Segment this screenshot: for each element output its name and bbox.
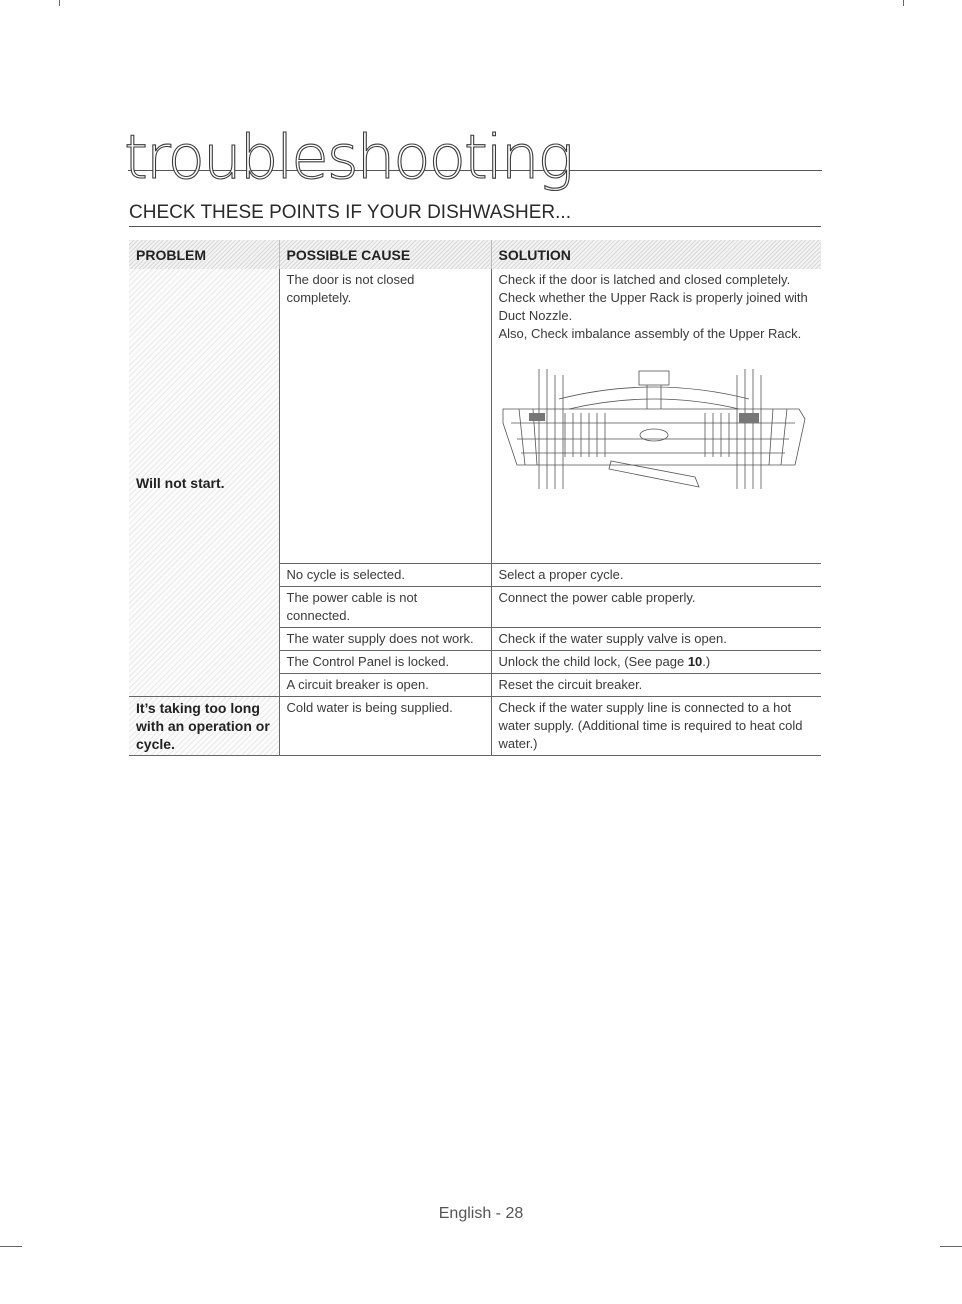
cause-cell: The Control Panel is locked. [279, 651, 491, 674]
table-row [129, 269, 821, 564]
cause-cell: No cycle is selected. [279, 564, 491, 587]
cause-cell: The door is not closed completely. [279, 269, 491, 564]
crop-mark-top-right [903, 0, 904, 6]
cause-cell: The power cable is not connected. [279, 587, 491, 628]
upper-rack-illustration [499, 369, 809, 493]
solution-cell: Check if the water supply line is connected to a hot water supply. (Additional time is required to heat cold water.) [491, 697, 821, 756]
section-title-text: troubleshooting [124, 122, 573, 193]
solution-cell [491, 269, 821, 564]
page-reference: 10 [687, 654, 703, 669]
subheading: CHECK THESE POINTS IF YOUR DISHWASHER... [129, 202, 821, 227]
table-header-row [129, 240, 821, 269]
solution-text-suffix: .) [702, 654, 711, 669]
crop-mark-bottom-right [940, 1246, 962, 1247]
crop-mark-bottom-left [0, 1246, 22, 1247]
solution-cell: Check if the water supply valve is open. [491, 628, 821, 651]
page-footer: English - 28 [438, 1205, 524, 1222]
troubleshooting-table [129, 240, 821, 756]
cause-cell: A circuit breaker is open. [279, 674, 491, 697]
cause-cell: Cold water is being supplied. [279, 697, 491, 756]
solution-cell: Select a proper cycle. [491, 564, 821, 587]
cause-cell: The water supply does not work. [279, 628, 491, 651]
header-solution: SOLUTION [491, 240, 821, 269]
header-possible-cause: POSSIBLE CAUSE [279, 240, 491, 269]
problem-will-not-start: Will not start. [129, 269, 279, 697]
header-problem: PROBLEM [129, 240, 279, 269]
solution-text-extra: Also, Check imbalance assembly of the Upper Rack. [498, 326, 802, 341]
solution-text: Unlock the child lock, (See page [498, 654, 688, 669]
solution-cell: Connect the power cable properly. [491, 587, 821, 628]
problem-taking-too-long: It’s taking too long with an operation or cycle. [129, 697, 279, 756]
section-title [124, 108, 822, 193]
table-row [129, 697, 821, 756]
solution-cell: Reset the circuit breaker. [491, 674, 821, 697]
crop-mark-top-left [59, 0, 60, 6]
solution-cell [491, 651, 821, 674]
solution-text: Check if the door is latched and closed completely. Check whether the Upper Rack is properly joined with Duct Nozzle. [498, 272, 808, 323]
